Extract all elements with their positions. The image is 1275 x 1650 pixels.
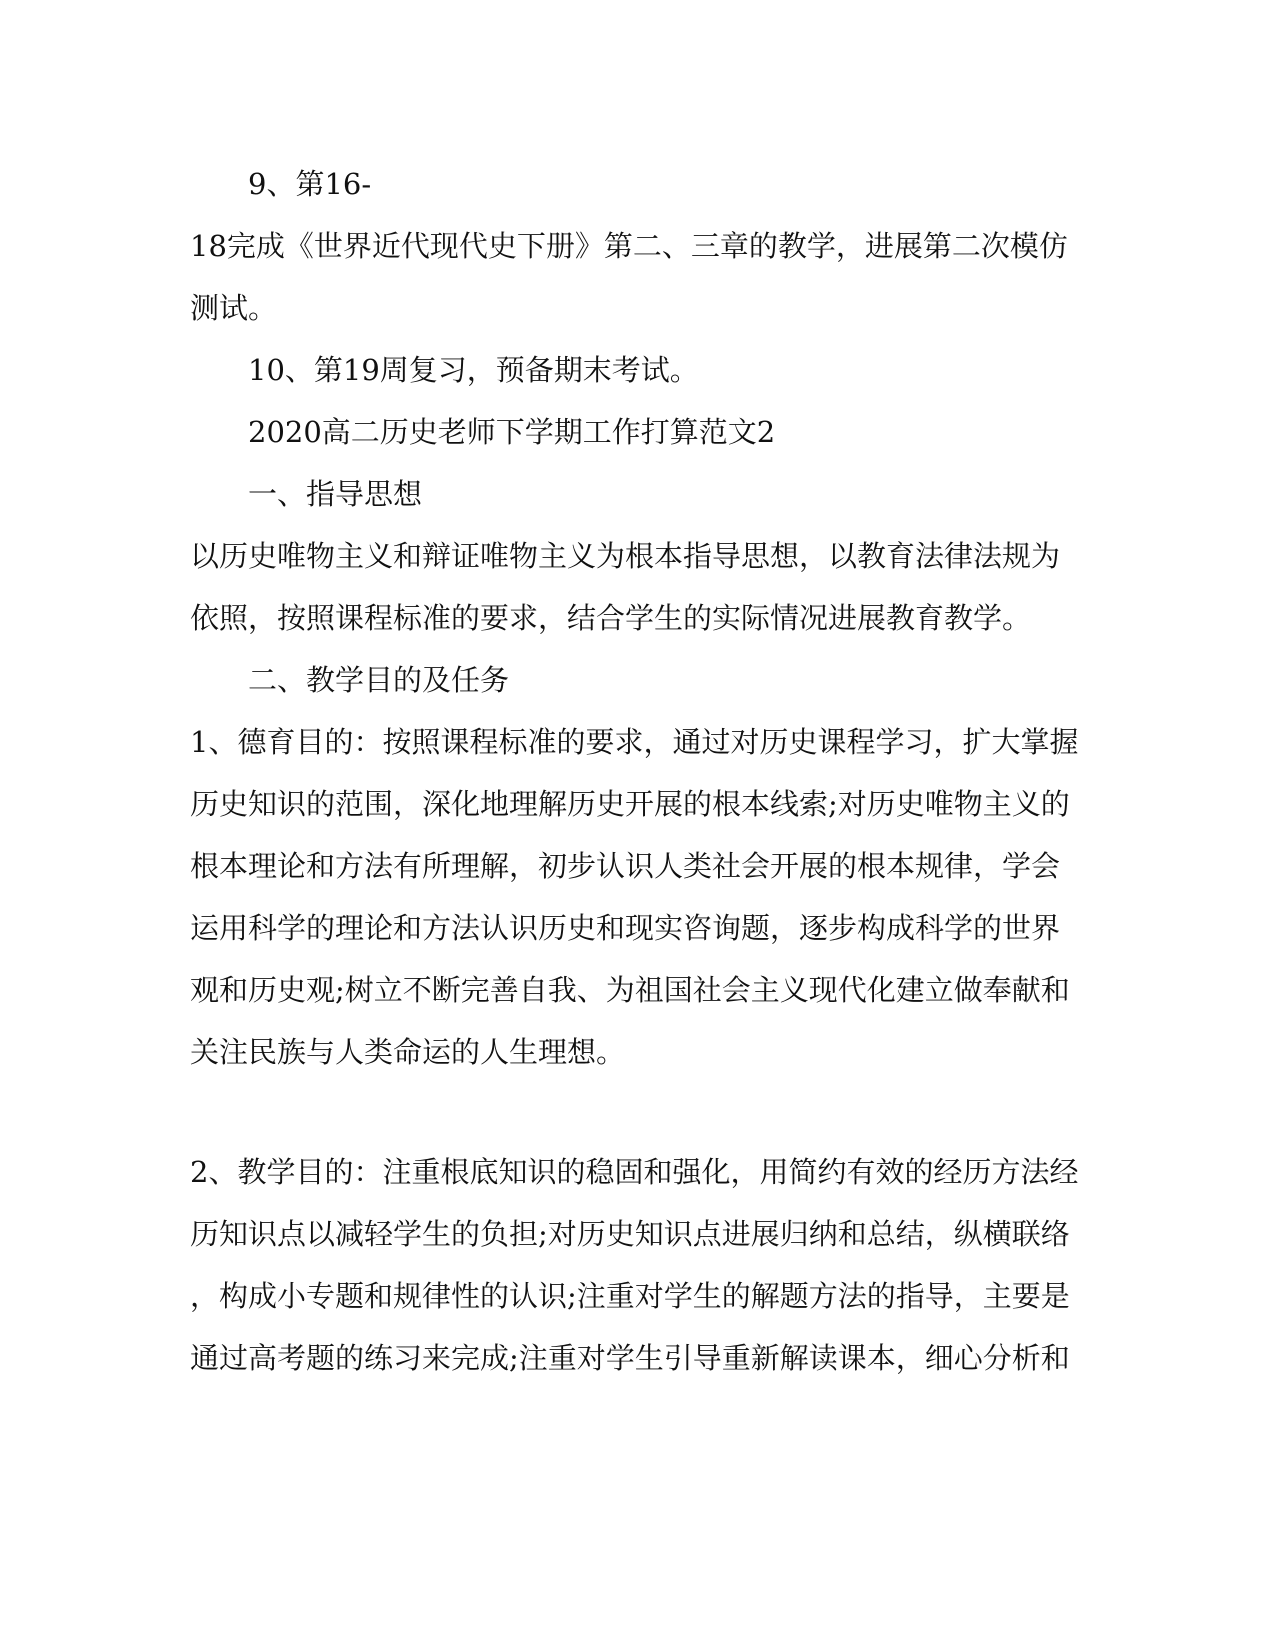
text-line-13: 运用科学的理论和方法认识历史和现实咨询题，逐步构成科学的世界 [190, 911, 1061, 945]
text-line-1: 9、第16- [248, 167, 372, 201]
text-line-7: 以历史唯物主义和辩证唯物主义为根本指导思想，以教育法律法规为 [190, 539, 1061, 573]
text-line-8: 依照，按照课程标准的要求，结合学生的实际情况进展教育教学。 [190, 601, 1032, 635]
text-line-17: 历知识点以减轻学生的负担;对历史知识点进展归纳和总结，纵横联络 [190, 1217, 1070, 1251]
text-line-2: 18完成《世界近代现代史下册》第二、三章的教学，进展第二次模仿 [190, 229, 1068, 263]
text-line-12: 根本理论和方法有所理解，初步认识人类社会开展的根本规律，学会 [190, 849, 1061, 883]
text-line-4: 10、第19周复习，预备期末考试。 [248, 353, 699, 387]
text-line-16: 2、教学目的：注重根底知识的稳固和强化，用简约有效的经历方法经 [190, 1155, 1079, 1189]
text-line-3: 测试。 [190, 291, 278, 325]
text-line-18: ，构成小专题和规律性的认识;注重对学生的解题方法的指导，主要是 [190, 1279, 1070, 1313]
text-line-10: 1、德育目的：按照课程标准的要求，通过对历史课程学习，扩大掌握 [190, 725, 1079, 759]
text-line-11: 历史知识的范围，深化地理解历史开展的根本线索;对历史唯物主义的 [190, 787, 1070, 821]
section-title: 2020高二历史老师下学期工作打算范文2 [248, 415, 776, 449]
text-line-14: 观和历史观;树立不断完善自我、为祖国社会主义现代化建立做奉献和 [190, 973, 1070, 1007]
text-line-15: 关注民族与人类命运的人生理想。 [190, 1035, 626, 1069]
text-line-19: 通过高考题的练习来完成;注重对学生引导重新解读课本，细心分析和 [190, 1341, 1070, 1375]
heading-guiding-thought: 一、指导思想 [248, 477, 423, 511]
heading-teaching-goals: 二、教学目的及任务 [248, 663, 510, 697]
